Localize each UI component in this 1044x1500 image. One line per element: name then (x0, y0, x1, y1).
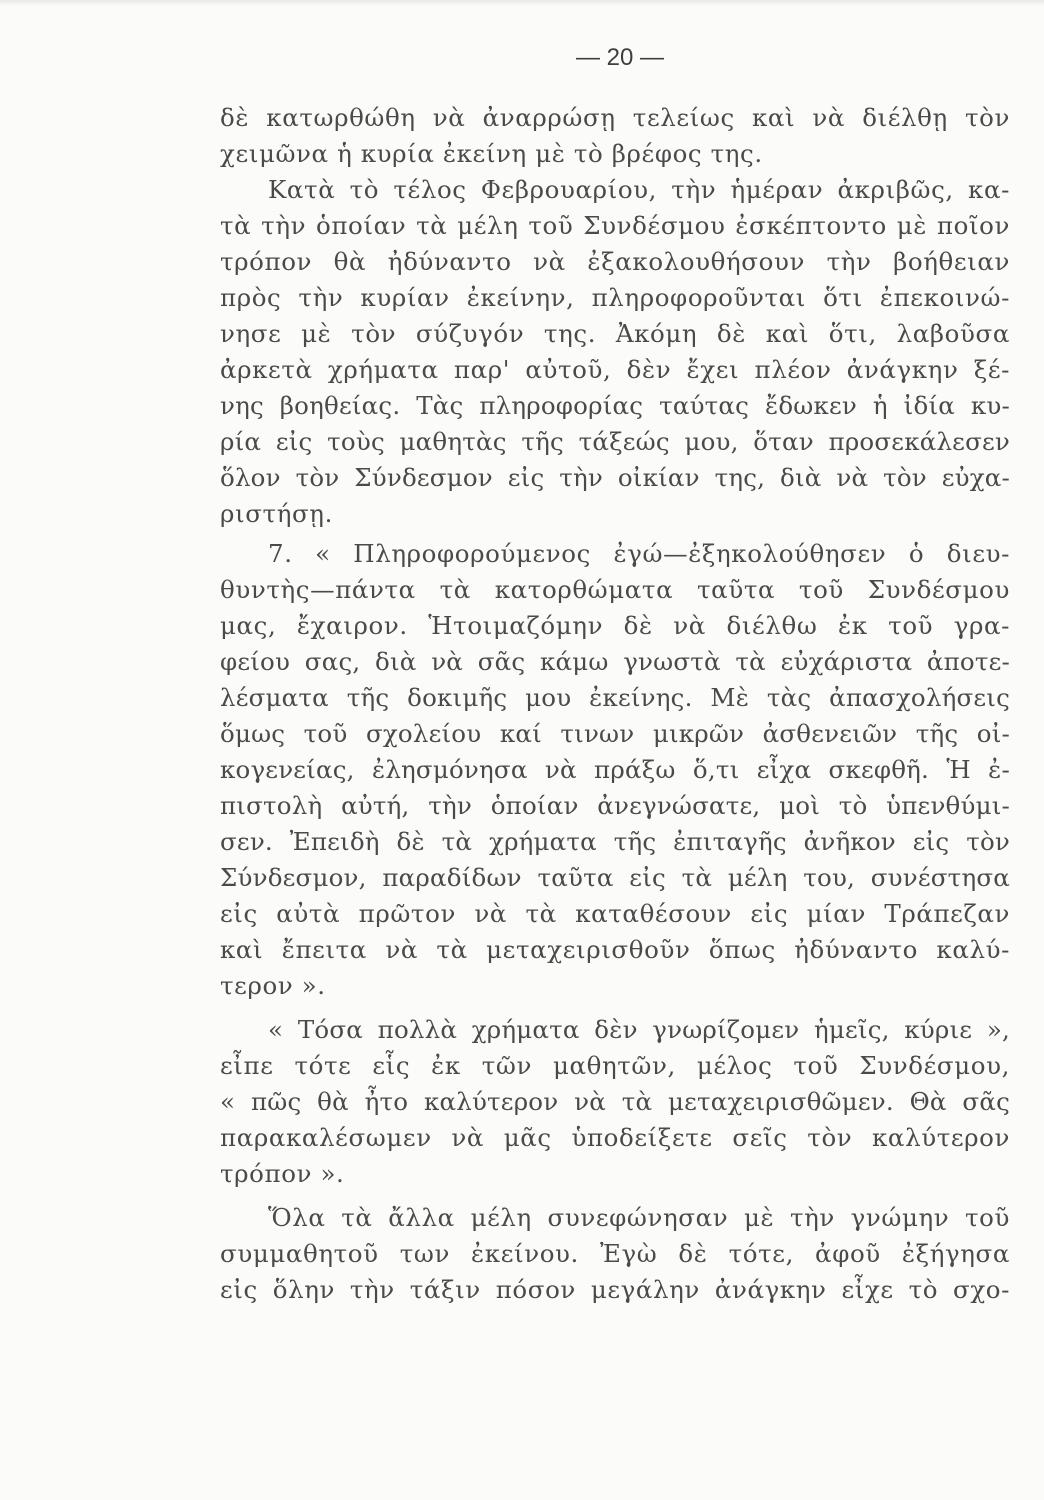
text-line: νης βοηθείας. Τὰς πληροφορίας ταύτας ἔδωκεν ἡ ἰδία κυ- (220, 391, 1010, 420)
text-line: ὅλον τὸν Σύνδεσμον εἰς τὴν οἰκίαν της, διὰ νὰ τὸν εὐχα- (220, 463, 1010, 492)
text-line: εἰς αὐτὰ πρῶτον νὰ τὰ καταθέσουν εἰς μίαν Τράπεζαν (220, 899, 1010, 928)
text-line: δὲ κατωρθώθη νὰ ἀναρρώσῃ τελείως καὶ νὰ διέλθῃ τὸν (220, 103, 1010, 132)
text-line: Κατὰ τὸ τέλος Φεβρουαρίου, τὴν ἡμέραν ἀκριβῶς, κα- (268, 175, 1010, 204)
text-line: εἰς ὅλην τὴν τάξιν πόσον μεγάλην ἀνάγκην εἶχε τὸ σχο- (220, 1275, 1010, 1304)
text-line: καὶ ἔπειτα νὰ τὰ μεταχειρισθοῦν ὅπως ἠδύναντο καλύ- (220, 935, 1010, 964)
text-line: τρόπον ». (220, 1159, 345, 1188)
text-line: σεν. Ἐπειδὴ δὲ τὰ χρήματα τῆς ἐπιταγῆς ἀνῆκον εἰς τὸν (220, 827, 1010, 856)
text-line: μας, ἔχαιρον. Ἡτοιμαζόμην δὲ νὰ διέλθω ἐκ τοῦ γρα- (220, 611, 1010, 640)
text-line: Σύνδεσμον, παραδίδων ταῦτα εἰς τὰ μέλη του, συνέστησα (220, 863, 1010, 892)
text-line: ριστήσῃ. (220, 499, 333, 528)
text-line: ρία εἰς τοὺς μαθητὰς τῆς τάξεώς μου, ὅταν προσεκάλεσεν (220, 427, 1010, 456)
text-line: κογενείας, ἐλησμόνησα νὰ πράξω ὅ,τι εἶχα σκεφθῆ. Ἡ ἐ- (220, 755, 1010, 784)
text-line: τρόπον θὰ ἠδύναντο νὰ ἐξακολουθήσουν τὴν βοήθειαν (220, 247, 1010, 276)
text-line: ὅμως τοῦ σχολείου καί τινων μικρῶν ἀσθενειῶν τῆς οἰ- (220, 719, 1010, 748)
text-line: Ὅλα τὰ ἄλλα μέλη συνεφώνησαν μὲ τὴν γνώμην τοῦ (268, 1203, 1010, 1232)
page-number: — 20 — (575, 44, 665, 71)
text-line: τερον ». (220, 971, 326, 1000)
text-line: συμμαθητοῦ των ἐκείνου. Ἐγὼ δὲ τότε, ἀφοῦ ἐξήγησα (220, 1239, 1010, 1268)
text-line: πιστολὴ αὐτή, τὴν ὁποίαν ἀνεγνώσατε, μοὶ τὸ ὑπενθύμι- (220, 791, 1010, 820)
text-line: εἶπε τότε εἷς ἐκ τῶν μαθητῶν, μέλος τοῦ Συνδέσμου, (220, 1051, 1010, 1080)
text-line: 7. « Πληροφορούμενος ἐγώ—ἐξηκολούθησεν ὁ διευ- (268, 539, 1010, 568)
text-line: νησε μὲ τὸν σύζυγόν της. Ἀκόμη δὲ καὶ ὅτι, λαβοῦσα (220, 319, 1010, 348)
text-line: πρὸς τὴν κυρίαν ἐκείνην, πληροφοροῦνται ὅτι ἐπεκοινώ- (220, 283, 1010, 312)
text-line: ἀρκετὰ χρήματα παρ' αὐτοῦ, δὲν ἔχει πλέον ἀνάγκην ξέ- (220, 355, 1010, 384)
text-line: παρακαλέσωμεν νὰ μᾶς ὑποδείξετε σεῖς τὸν καλύτερον (220, 1123, 1010, 1152)
text-line: τὰ τὴν ὁποίαν τὰ μέλη τοῦ Συνδέσμου ἐσκέπτοντο μὲ ποῖον (220, 211, 1010, 240)
text-line: χειμῶνα ἡ κυρία ἐκείνη μὲ τὸ βρέφος της. (220, 139, 763, 168)
text-line: « πῶς θὰ ἦτο καλύτερον νὰ τὰ μεταχειρισθῶμεν. Θὰ σᾶς (220, 1087, 1010, 1116)
text-line: « Τόσα πολλὰ χρήματα δὲν γνωρίζομεν ἡμεῖς, κύριε », (268, 1015, 1010, 1044)
text-line: θυντὴς—πάντα τὰ κατορθώματα ταῦτα τοῦ Συνδέσμου (220, 575, 1010, 604)
text-line: λέσματα τῆς δοκιμῆς μου ἐκείνης. Μὲ τὰς ἀπασχολήσεις (220, 683, 1010, 712)
body-text (220, 100, 1010, 1308)
text-line: φείου σας, διὰ νὰ σᾶς κάμω γνωστὰ τὰ εὐχάριστα ἀποτε- (220, 647, 1010, 676)
scan-edge (0, 0, 1044, 6)
